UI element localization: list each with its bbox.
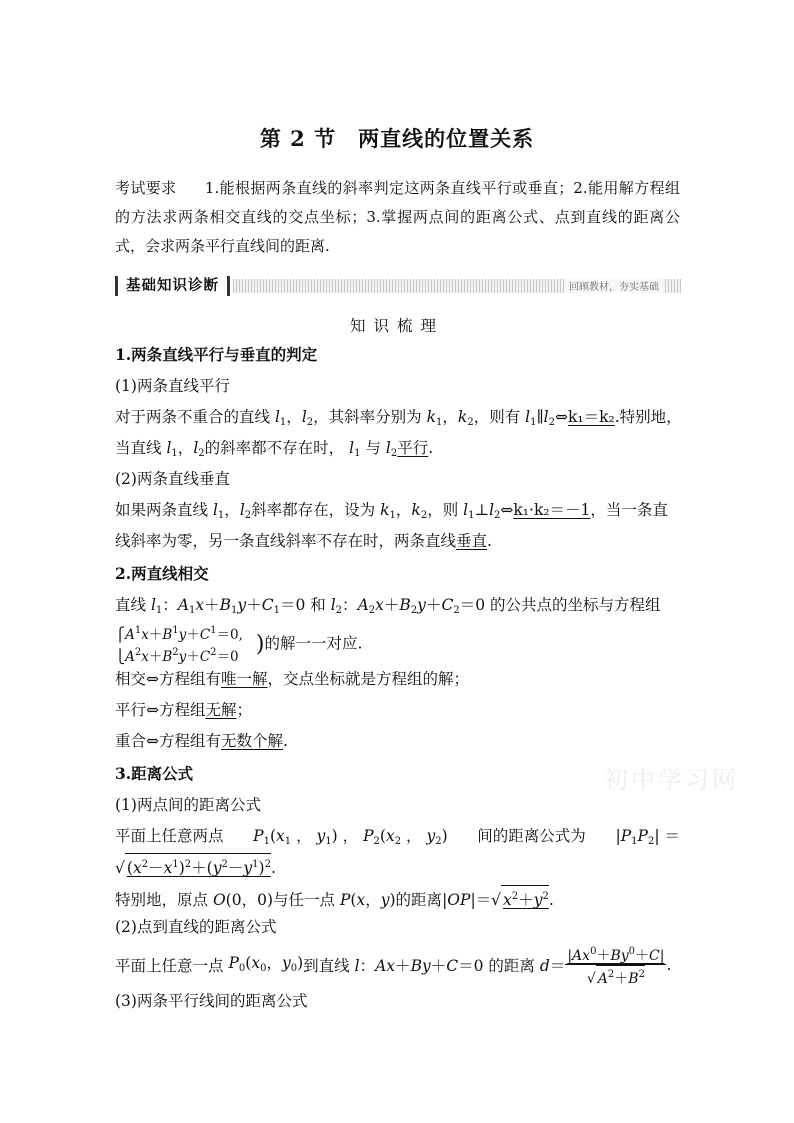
heading-intersection: 2.两直线相交 — [115, 564, 209, 583]
text-run: 对于两条不重合的直线 — [115, 408, 271, 426]
heading-parallel-perpendicular: 1.两条直线平行与垂直的判定 — [115, 345, 318, 364]
answer-blank: k₁＝k₂ — [568, 408, 615, 426]
para-perpendicular: 如果两条直线 $l_1$，$l_2$斜率都存在，设为 $k_1$，$k_2$，则 $l_1\perp l_2\Leftrightarrow k_1\cdot k_2=-1$，当一条直 — [115, 501, 668, 521]
para-perpendicular-2: 线斜率为零，另一条直线斜率不存在时，两条直线垂直. — [115, 532, 492, 550]
text-run: ，则 — [427, 501, 459, 519]
text-run: 线斜率为零，另一条直线斜率不存在时，两条直线 — [115, 532, 457, 550]
requirements-label: 考试要求 — [115, 179, 177, 197]
text-run: ，当一条直 — [590, 501, 668, 519]
text-run: 当直线 — [115, 439, 162, 457]
sub-point-line: (2)点到直线的距离公式 — [115, 918, 277, 936]
text-run: 的公共点的坐标与方程组 — [490, 596, 661, 614]
para-two-points: 平面上任意两点 $P_1(x_1$ ， $y_1$) ， $P_2(x_2$ ， $y_2$) 间的距离公式为 $|P_1P_2|$ ＝ — [115, 825, 680, 853]
case-intersect — [115, 668, 469, 690]
answer-blank: 平行 — [397, 439, 429, 457]
text-run: 间的距离公式为 — [477, 827, 586, 845]
text-run: 重合⇔方程组有 — [115, 732, 221, 750]
equation-system: $⎧A^1x+B^1y+C^1=0$, $⎩A^2x+B^2y+C^2=0$ )的解一一对应. — [115, 622, 362, 666]
watermark: 初中学习网 — [604, 766, 739, 794]
text-run: 的解一一对应. — [264, 634, 363, 653]
text-run: 到直线 — [303, 957, 350, 975]
answer-blank: 唯一解 — [221, 670, 268, 688]
requirement-3: 3.掌握两点间的距离公式、点到直线的距离公式，会求两条平行直线间的距离. — [115, 208, 680, 255]
text-run: 直线 — [115, 596, 147, 614]
para-parallel-2: 当直线 $l_1$，$l_2$的斜率都不存在时， $l_1$ 与 $l_2$平行. — [115, 439, 434, 459]
sub-parallel-lines: (3)两条平行线间的距离公式 — [115, 992, 308, 1010]
para-intersection: 直线 $l_1$：$A_1x+B_1y+C_1=0$ 和 $l_2$：$A_2x+B_2y+C_2=0$ 的公共点的坐标与方程组 — [115, 596, 661, 616]
text-run: 斜率都存在，设为 — [251, 501, 376, 519]
text-run: 如果两条直线 — [115, 501, 209, 519]
text-run: 特别地，原点 — [115, 891, 209, 909]
sub-perpendicular: (2)两条直线垂直 — [115, 470, 230, 488]
distance-fraction: $\frac{|Ax^0+By^0+C|}{√ A^2+B^2}$ — [567, 946, 665, 987]
text-run: 的斜率都不存在时， — [204, 439, 345, 457]
section-heading: 知识梳理 — [349, 317, 444, 335]
sub-parallel: (1)两条直线平行 — [115, 377, 230, 395]
text-run: ，交点坐标就是方程组的解； — [267, 670, 470, 688]
sub-two-points: (1)两点间的距离公式 — [115, 796, 261, 814]
answer-blank: $(x^2-x^1)^2+(y^2-y^1)^2$ — [125, 853, 271, 879]
text-run: 平面上任意两点 — [115, 827, 224, 845]
text-run: 与任一点 — [273, 891, 336, 909]
system-body: $⎧A^1x+B^1y+C^1=0$, $⎩A^2x+B^2y+C^2=0$ — [115, 625, 243, 665]
answer-blank: 无解 — [205, 701, 237, 719]
text-run: 平面上任意一点 — [115, 957, 224, 975]
para-parallel: 对于两条不重合的直线 $l_1$，$l_2$，其斜率分别为 $k_1$，$k_2$，则有 $l_1\parallel l_2\Leftrightarrow k_1=k_2$.特别地， — [115, 408, 682, 428]
case-parallel — [115, 699, 252, 721]
section-banner — [115, 276, 681, 296]
answer-blank: k₁·k₂＝－1 — [513, 501, 591, 519]
text-run: 的距离 — [488, 957, 535, 975]
answer-blank: 垂直 — [456, 532, 488, 550]
heading-distance: 3.距离公式 — [115, 764, 194, 783]
answer-blank: $x^2+y^2$ — [501, 885, 549, 911]
exam-requirements — [115, 174, 680, 261]
requirement-1: 1.能根据两条直线的斜率判定这两条直线平行或垂直； — [204, 179, 574, 197]
text-run: 的距离 — [395, 891, 443, 909]
text-run: ； — [236, 701, 253, 719]
text-run: 和 — [310, 596, 326, 614]
formula-two-points: √ $(x^2-x^1)^2+(y^2-y^1)^2$. — [115, 853, 276, 879]
para-origin: 特别地，原点 O(0，0)与任一点 P(x，y)的距离|OP|＝√ $x^2+y^2$. — [115, 885, 554, 911]
banner-note: 回顾教材，夯实基础 — [565, 278, 663, 293]
text-run: .特别地， — [614, 408, 682, 426]
page-title: 第 2 节 两直线的位置关系 — [259, 126, 535, 151]
text-run: ，其斜率分别为 — [313, 408, 422, 426]
requirement-2: 2.能用解方程组的方法求两条相交直线的交点坐标； — [115, 179, 680, 226]
text-run: 相交⇔方程组有 — [115, 670, 221, 688]
text-run: 平行⇔方程组 — [115, 701, 206, 719]
case-coincide: 重合⇔方程组有无数个解. — [115, 732, 288, 750]
text-run: ，则有 — [473, 408, 521, 426]
para-point-line: 平面上任意一点 $P_0(x_0$，$y_0$)到直线 l：Ax＋By＋C＝0 的距离 d＝ $\frac{|Ax^0+By^0+C|}{√ A^2+B^2}$ . — [115, 946, 672, 987]
answer-blank: 无数个解 — [221, 732, 284, 750]
text-run: 与 — [365, 439, 381, 457]
banner-label: 基础知识诊断 — [115, 276, 230, 296]
